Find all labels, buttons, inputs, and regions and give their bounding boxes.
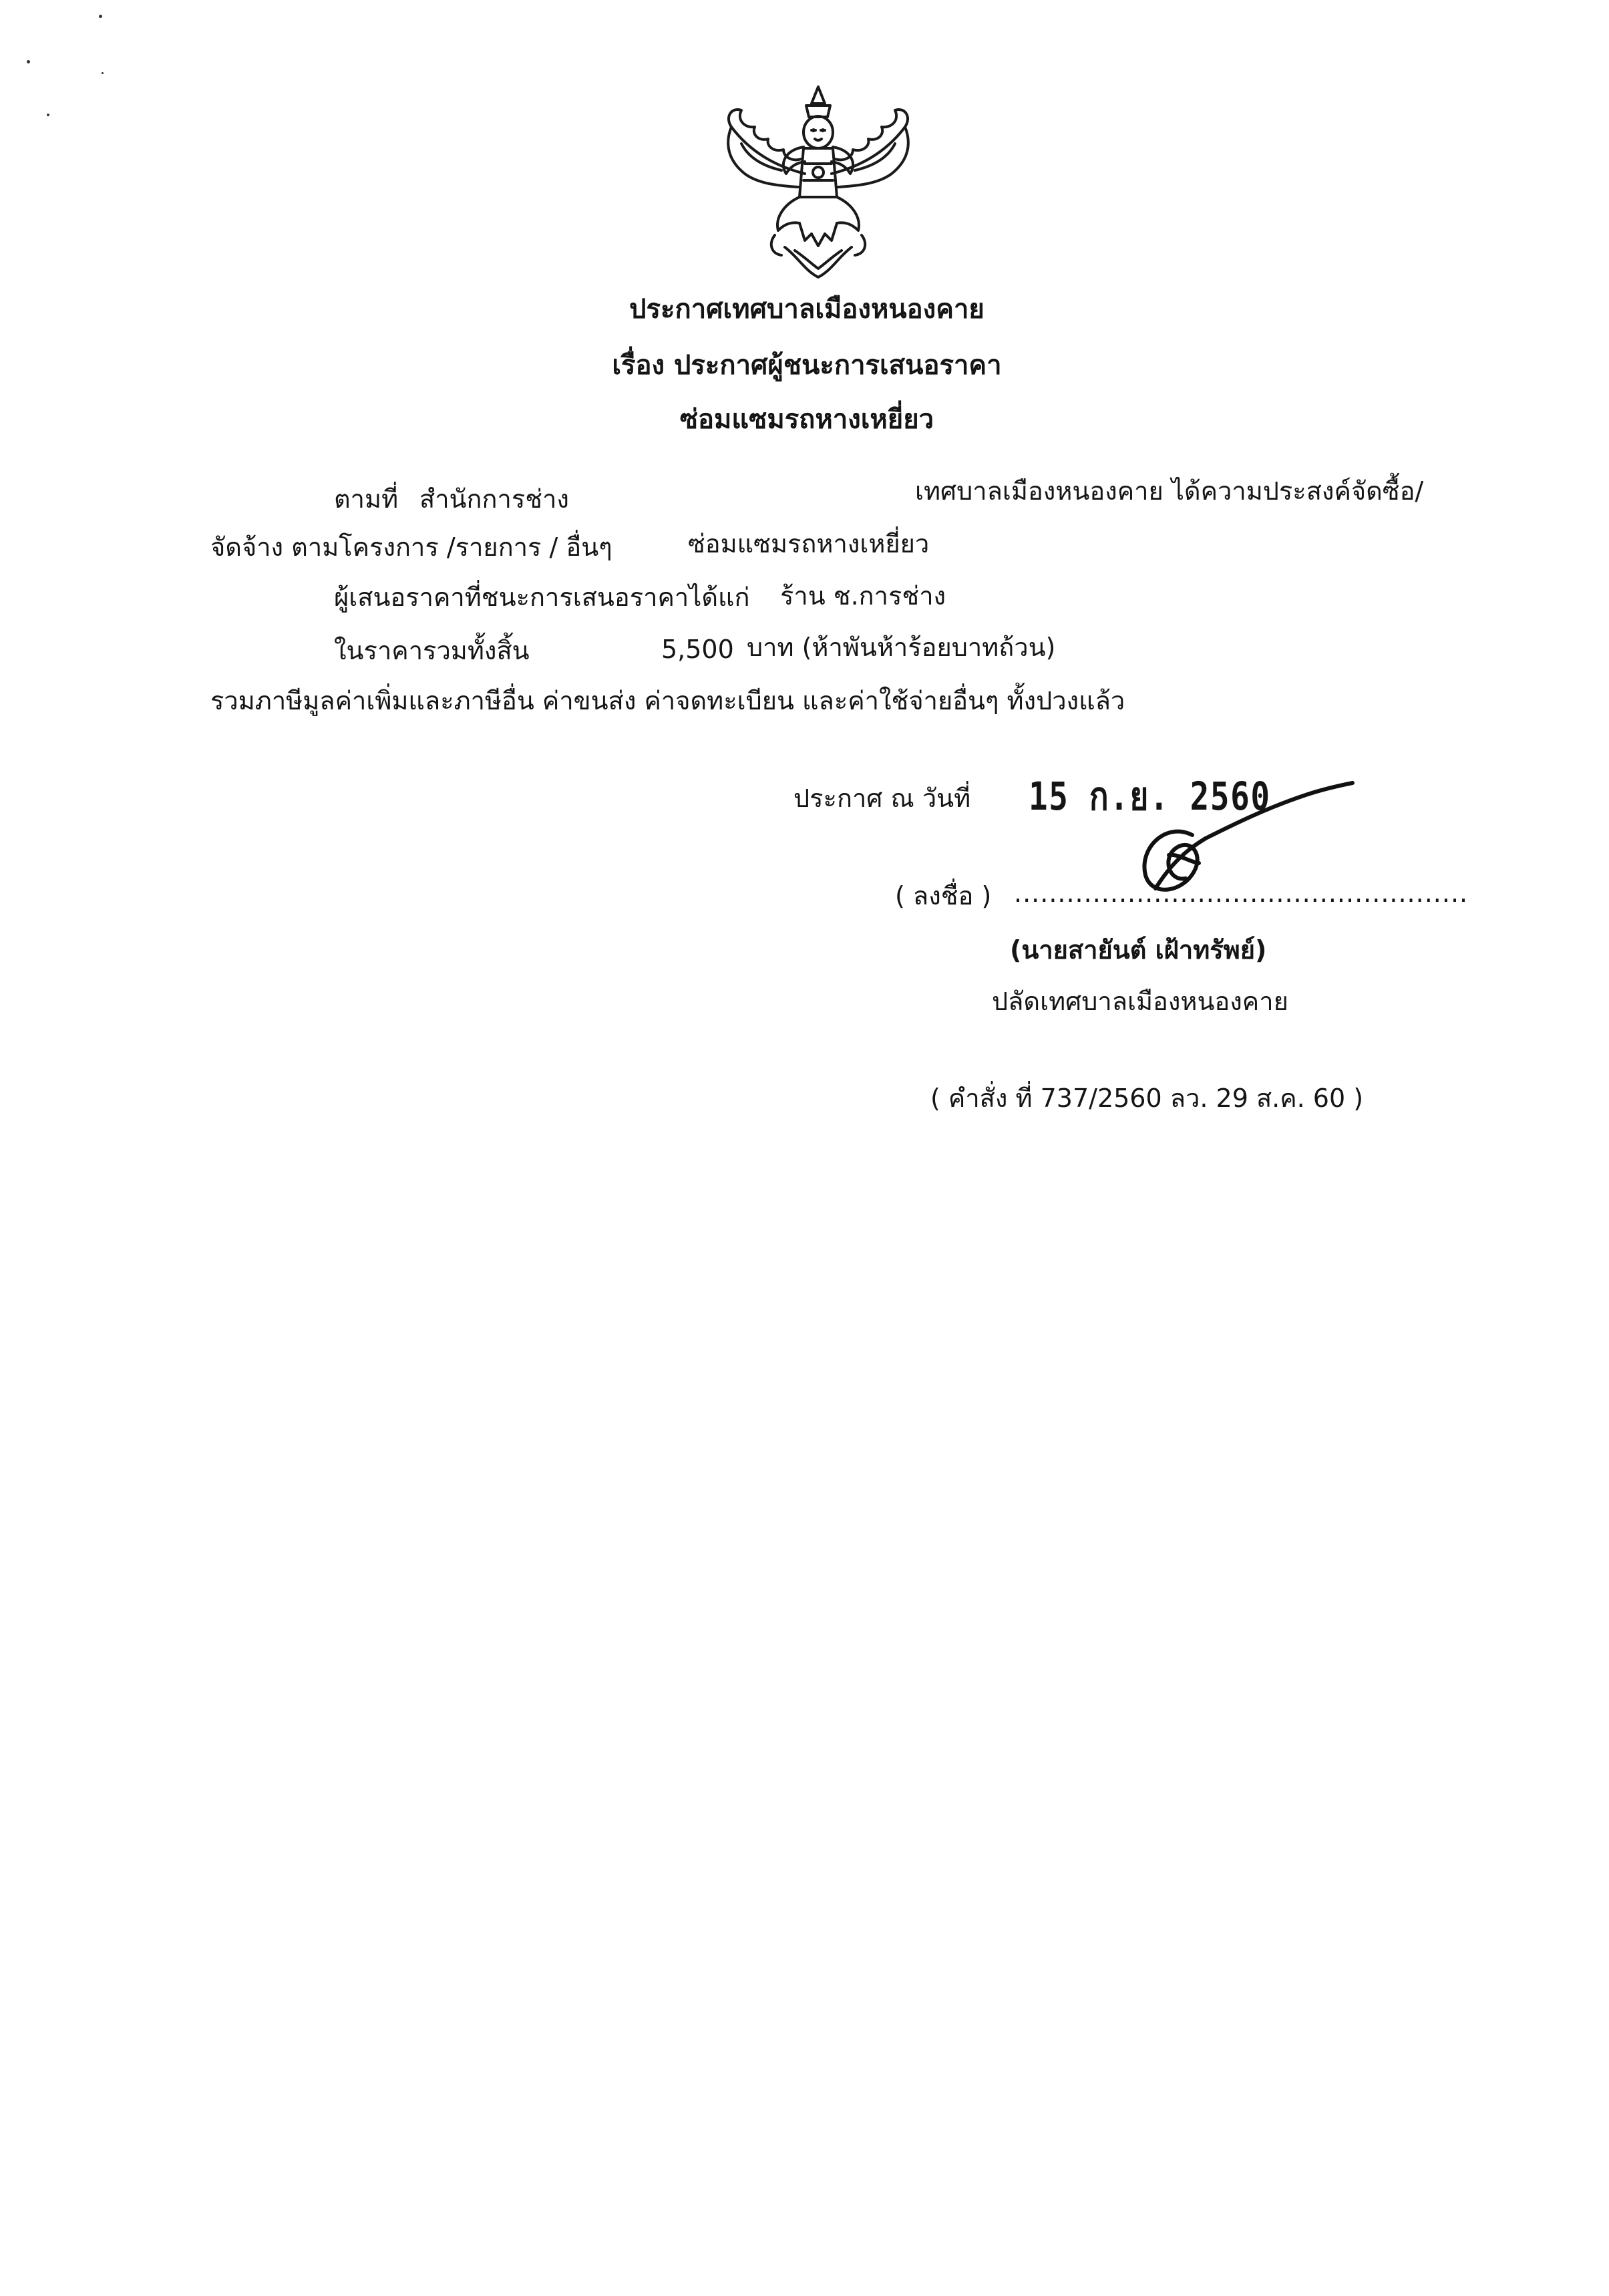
scan-speck — [27, 60, 30, 63]
announcement-subject: เรื่อง ประกาศผู้ชนะการเสนอราคา — [612, 350, 1002, 381]
requesting-unit: สำนักการช่าง — [419, 484, 569, 514]
total-amount: 5,500 — [661, 635, 734, 664]
amount-words: บาท (ห้าพันห้าร้อยบาทถ้วน) — [747, 633, 1056, 662]
procured-item: ซ่อมแซมรถหางเหยี่ยว — [688, 529, 930, 558]
signer-name: (นายสายันต์ เฝ้าทรัพย์) — [1010, 935, 1267, 965]
row2-label: จัดจ้าง ตามโครงการ /รายการ / อื่นๆ — [210, 532, 612, 562]
row1-rest: เทศบาลเมืองหนองคาย ได้ความประสงค์จัดซื้อ/ — [915, 476, 1424, 506]
order-reference: ( คำสั่ง ที่ 737/2560 ลว. 29 ส.ค. 60 ) — [930, 1084, 1364, 1113]
tax-inclusion-note: รวมภาษีมูลค่าเพิ่มและภาษีอื่น ค่าขนส่ง ค่าจดทะเบียน และค่าใช้จ่ายอื่นๆ ทั้งปวงแล้ว — [210, 686, 1125, 715]
date-stamp: 15 ก.ย. 2560 — [1029, 774, 1271, 819]
row4-label: ในราคารวมทั้งสิ้น — [334, 636, 530, 665]
announcement-title: ประกาศเทศบาลเมืองหนองคาย — [629, 294, 985, 325]
signature-label: ( ลงชื่อ ) — [895, 881, 992, 911]
row3-label: ผู้เสนอราคาที่ชนะการเสนอราคาได้แก่ — [334, 583, 750, 612]
handwritten-signature — [1105, 775, 1359, 909]
signature-line: .................................................... — [1014, 878, 1469, 908]
scan-speck — [47, 114, 49, 116]
garuda-emblem-icon — [705, 80, 932, 281]
announce-date-label: ประกาศ ณ วันที่ — [793, 784, 971, 813]
signer-position: ปลัดเทศบาลเมืองหนองคาย — [992, 987, 1288, 1016]
announcement-item: ซ่อมแซมรถหางเหยี่ยว — [679, 404, 934, 435]
winning-bidder: ร้าน ช.การช่าง — [780, 581, 946, 611]
row1-label: ตามที่ — [334, 484, 399, 514]
scan-speck — [102, 72, 104, 74]
scan-speck — [99, 15, 102, 18]
